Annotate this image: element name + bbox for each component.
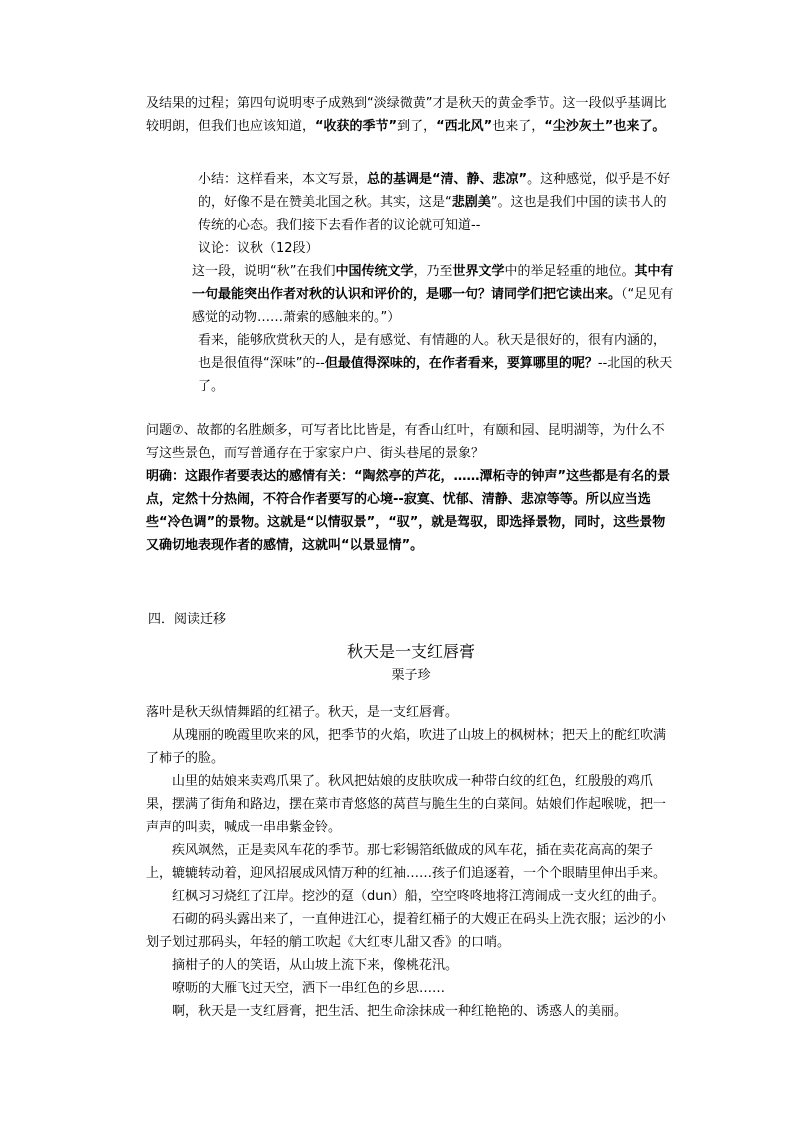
document-page (146, 92, 676, 1023)
bold-run: 但最值得深味的，在作者看来，要算哪里的呢？ (324, 356, 598, 371)
paragraph-question-7: 问题⑦、故都的名胜颇多，可写者比比皆是，有香山红叶，有颐和园、昆明湖等，为什么不写这些景色，而写普通存在于家家户户、街头巷尾的景象？ (146, 423, 665, 461)
poem-line: 落叶是秋天纵情舞蹈的红裙子。秋天，是一支红唇膏。 (146, 705, 459, 720)
bold-run: 中国传统文学 (335, 264, 414, 279)
bold-run: 其中有一句最能突出作者对秋的认识和评价的，是哪一句？请同学们把它读出来。 (192, 264, 674, 302)
bold-run: 以景显情 (349, 538, 402, 553)
poem-line: 石砌的码头露出来了，一直伸进江心，提着红桶子的大嫂正在码头上洗衣服；运沙的小划子划过那码头，年轻的艄工吹起《大红枣儿甜又香》的口哨。 (146, 912, 667, 950)
bold-run: 以情驭景 (314, 515, 367, 530)
bold-run: 悲剧美 (451, 195, 491, 210)
text-run: 也来了， (492, 119, 545, 134)
text-run: 。这种感觉，似乎是不好的，好像不是在赞美北国之秋。其实，这是“ (198, 172, 671, 210)
paragraph-discussion-heading: 议论：议秋（12段） (198, 241, 319, 256)
text-run: ，乃至 (413, 264, 453, 279)
bold-run: 世界文学 (452, 264, 505, 279)
bold-run: “收获的季节” (315, 119, 398, 134)
paragraph-summary (146, 168, 676, 237)
poem-title: 秋天是一支红唇膏 (346, 642, 475, 661)
text-run: 及结果的过程；第四句说明枣子成熟到“淡绿微黄”才是秋天的黄金季节。这一段似乎基调比较明朗，但我们也应该知道， (146, 96, 667, 134)
bold-run: ”。 (401, 538, 424, 553)
text-run: 这一段，说明“秋”在我们 (192, 264, 336, 279)
text-run: --北国的秋天了。 (198, 356, 673, 394)
poem-author: 栗子珍 (391, 668, 431, 683)
text-run: 看来，能够欣赏秋天的人，是有感觉、有情趣的人。秋天是很好的，很有内涵的，也是很值得“深味”的-- (198, 333, 667, 371)
text-run: 到了， (397, 119, 437, 134)
poem-body (146, 701, 676, 1023)
poem-line: 红枫习习烧红了江岸。挖沙的趸（dun）船，空空咚咚地将江湾闹成一支火红的曲子。 (172, 889, 665, 904)
paragraph-answer (146, 465, 676, 557)
paragraph-appreciate-autumn (146, 329, 676, 398)
poem-line: 嘹呖的大雁飞过天空，洒下一串红色的乡思…… (172, 981, 446, 996)
paragraph-autumn-literature (146, 260, 676, 329)
poem-line: 疾风飒然，正是卖风车花的季节。那七彩锡箔纸做成的风车花，插在卖花高高的架子上，辘辘转动着，迎风招展成风情万种的红袖……孩子们追逐着，一个个眼睛里伸出手来。 (146, 843, 667, 881)
poem-line: 摘柑子的人的笑语，从山坡上流下来，像桃花汛。 (172, 958, 459, 973)
bold-run: ”，“驭”，就是驾驭，即选择景物，同时，这些景物又确切地表现作者的感情，这就叫“ (146, 515, 666, 553)
bold-run: 冷色调 (167, 515, 207, 530)
bold-run: “尘沙灰土”也来了。 (544, 119, 666, 134)
text-run: ”。这也是我们中国的读书人的传统的心态。我们接下去看作者的议论就可知道-- (198, 195, 667, 233)
paragraph-jujube-summary (146, 92, 676, 138)
bold-run: 明确：这跟作者要表达的感情有关：“陶然亭的芦花，……潭柘寺的钟声”这些都是有名的景点，定然十分热闹，不符合作者要写的心境--寂寞、忧郁、清静、悲凉等等。所以应当选些“ (146, 469, 671, 530)
poem-line: 从瑰丽的晚霞里吹来的风，把季节的火焰，吹进了山坡上的枫树林；把天上的酡红吹满了柿子的脸。 (146, 728, 667, 766)
text-run: 小结：这样看来，本文写景， (198, 172, 368, 187)
bold-run: “西北风” (436, 119, 493, 134)
bold-run: ”的景物。这就是“ (206, 515, 315, 530)
bold-run: 总的基调是“清、静、悲凉” (367, 172, 528, 187)
text-run: 中的举足轻重的地位。 (504, 264, 635, 279)
text-run: （“足见有感觉的动物……萧索的感触来的。”） (192, 287, 674, 325)
section-heading: 四．阅读迁移 (148, 612, 227, 627)
poem-line: 啊，秋天是一支红唇膏，把生活、把生命涂抹成一种红艳艳的、诱惑人的美丽。 (172, 1004, 628, 1019)
poem-line: 山里的姑娘来卖鸡爪果了。秋风把姑娘的皮肤吹成一种带白纹的红色，红殷殷的鸡爪果，摆满了街角和路边，摆在菜市青悠悠的莴苣与脆生生的白菜间。姑娘们作起喉咙，把一声声的叫卖，喊成一串串紫金铃。 (146, 774, 667, 835)
